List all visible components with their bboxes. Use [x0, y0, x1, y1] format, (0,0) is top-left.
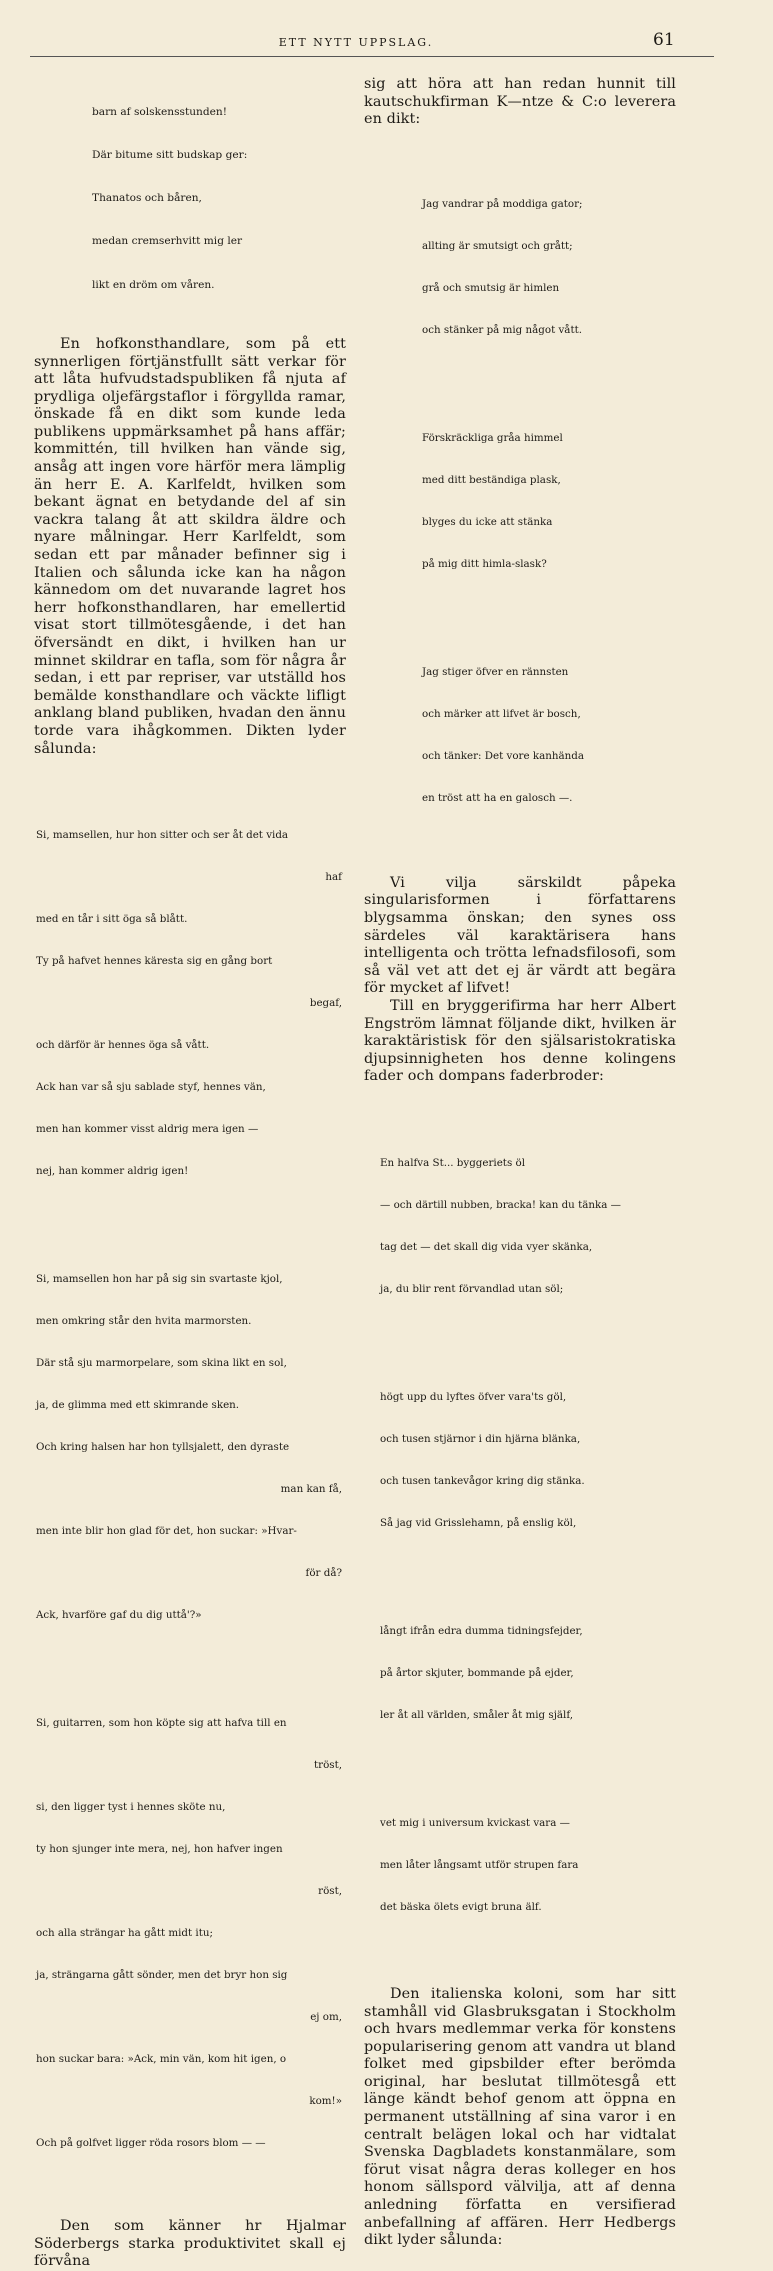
verse-line: tag det — det skall dig vida vyer skänka,	[380, 1240, 593, 1253]
verse-line: allting är smutsigt och grått;	[422, 239, 573, 252]
paragraph-karlfeldt: En hofkonsthandlare, som på ett synnerligen förtjänstfullt sätt verkar för att låta hufvudstadspubliken få njuta af prydliga oljefärgstaflor i förgyllda ramar, önskade få en dikt som kunde leda publikens uppmärksamhet på hans affär; kommittén, till hvilken han vände sig, ansåg att ingen vore härför mera lämplig än herr E. A. Karlfeldt, hvilken som bekant ägnat en betydande del af sin vackra talang åt att skildra äldre och nyare målningar. Herr Karlfeldt, som sedan ett par månader befinner sig i Italien och sålunda icke kan ha någon kännedom om det nuvarande lagret hos herr hofkonsthandlaren, har emellertid visat stort tillmötesgående, i det han öfversändt en dikt, i hvilken han ur minnet skildrar en tafla, som för några år sedan, i ett par repriser, var utställd hos bemälde konsthandlare och väckte lifligt anklang bland publiken, hvadan den ännu torde vara ihågkommen. Dikten lyder sålunda:	[34, 335, 346, 757]
verse-line: Jag vandrar på moddiga gator;	[422, 197, 583, 210]
verse-line: grå och smutsig är himlen	[422, 281, 560, 294]
verse-line: det bäska ölets evigt bruna älf.	[380, 1900, 542, 1913]
verse-line: Där stå sju marmorpelare, som skina likt en sol,	[36, 1357, 287, 1370]
verse-line: haf	[325, 871, 342, 884]
verse-line: medan cremserhvitt mig ler	[92, 235, 243, 248]
page-number: 61	[653, 30, 675, 50]
verse-line: ja, de glimma med ett skimrande sken.	[36, 1399, 240, 1412]
verse-line: Thanatos och båren,	[92, 192, 202, 205]
verse-line: och därför är hennes öga så vått.	[36, 1039, 210, 1052]
verse-line: men han kommer visst aldrig mera igen —	[36, 1123, 259, 1136]
paragraph-engstrom: Till en bryggerifirma har herr Albert Engström lämnat följande dikt, hvilken är karaktäristisk för den själsaristokratiska djupsinnigheten hos denne kolingens fader och dompans faderbroder:	[364, 997, 676, 1085]
verse-line: men låter långsamt utför strupen fara	[380, 1858, 579, 1871]
opening-verse	[92, 76, 346, 321]
verse-line: och alla strängar ha gått midt itu;	[36, 1927, 213, 1940]
verse-line: en tröst att ha en galosch —.	[422, 791, 573, 804]
verse-line: Och på golfvet ligger röda rosors blom — —	[36, 2137, 266, 2150]
verse-line: si, den ligger tyst i hennes sköte nu,	[36, 1801, 226, 1814]
verse-line: blyges du icke att stänka	[422, 515, 553, 528]
verse-line: Där bitume sitt budskap ger:	[92, 149, 248, 162]
header-rule	[30, 56, 714, 57]
verse-line: Si, mamsellen hon har på sig sin svartaste kjol,	[36, 1273, 283, 1286]
poem-karlfeldt	[36, 772, 344, 2216]
verse-line: tröst,	[314, 1759, 342, 1772]
verse-line: Si, mamsellen, hur hon sitter och ser åt det vida	[36, 829, 289, 842]
verse-line: likt en dröm om våren.	[92, 278, 215, 291]
verse-line: man kan få,	[280, 1483, 342, 1496]
right-column	[364, 76, 676, 2250]
verse-line: nej, han kommer aldrig igen!	[36, 1165, 189, 1178]
verse-line: ja, strängarna gått sönder, men det bryr hon sig	[36, 1969, 288, 1982]
verse-line: högt upp du lyftes öfver vara'ts göl,	[380, 1390, 567, 1403]
verse-line: Jag stiger öfver en rännsten	[422, 665, 569, 678]
verse-line: vet mig i universum kvickast vara —	[380, 1816, 570, 1829]
verse-line: och tusen stjärnor i din hjärna blänka,	[380, 1432, 581, 1445]
verse-line: röst,	[318, 1885, 342, 1898]
verse-line: på mig ditt himla-slask?	[422, 557, 547, 570]
paragraph-singularis: Vi vilja särskildt påpeka singularisformen i författarens blygsamma önskan; den synes oss särdeles väl karaktärisera hans intelligenta och trötta lefnadsfilosofi, som så väl vet att det ej är värdt att begära för mycket af lifvet!	[364, 874, 676, 997]
verse-line: Si, guitarren, som hon köpte sig att hafva till en	[36, 1717, 287, 1730]
verse-line: Ack, hvarföre gaf du dig uttå'?»	[36, 1609, 202, 1622]
verse-line: Ty på hafvet hennes käresta sig en gång bort	[36, 955, 273, 968]
verse-line: ler åt all världen, småler åt mig själf,	[380, 1708, 574, 1721]
paragraph-soderberg: Den som känner hr Hjalmar Söderbergs starka produktivitet skall ej förvåna	[34, 2218, 346, 2270]
verse-line: med ditt beständiga plask,	[422, 473, 561, 486]
verse-line: kom!»	[309, 2095, 342, 2108]
poem-soderberg	[422, 141, 676, 871]
verse-line: och märker att lifvet är bosch,	[422, 707, 581, 720]
verse-line: Så jag vid Grisslehamn, på enslig köl,	[380, 1516, 577, 1529]
verse-line: och tusen tankevågor kring dig stänka.	[380, 1474, 585, 1487]
verse-line: ty hon sjunger inte mera, nej, hon hafver ingen	[36, 1843, 283, 1856]
verse-line: hon suckar bara: »Ack, min vän, kom hit igen, o	[36, 2053, 287, 2066]
running-head: ETT NYTT UPPSLAG.	[278, 36, 434, 49]
verse-line: och tänker: Det vore kanhända	[422, 749, 584, 762]
paragraph-kautschuk: sig att höra att han redan hunnit till kautschukfirman K—ntze & C:o leverera en dikt:	[364, 76, 676, 128]
verse-line: för då?	[305, 1567, 342, 1580]
verse-line: men inte blir hon glad för det, hon suckar: »Hvar-	[36, 1525, 297, 1538]
verse-line: En halfva St... byggeriets öl	[380, 1156, 525, 1169]
verse-line: barn af solskensstunden!	[92, 105, 228, 118]
verse-line: ej om,	[310, 2011, 342, 2024]
verse-line: men omkring står den hvita marmorsten.	[36, 1315, 252, 1328]
verse-line: Och kring halsen har hon tyllsjalett, den dyraste	[36, 1441, 290, 1454]
verse-line: begaf,	[309, 997, 342, 1010]
left-column	[34, 76, 346, 2271]
verse-line: — och därtill nubben, bracka! kan du tänka —	[380, 1198, 621, 1211]
verse-line: Ack han var så sju sablade styf, hennes vän,	[36, 1081, 266, 1094]
verse-line: och stänker på mig något vått.	[422, 323, 582, 336]
verse-line: Förskräckliga gråa himmel	[422, 431, 563, 444]
verse-line: på årtor skjuter, bommande på ejder,	[380, 1666, 574, 1679]
verse-line: ja, du blir rent förvandlad utan söl;	[380, 1282, 564, 1295]
poem-engstrom	[380, 1100, 676, 1980]
paragraph-italienska: Den italienska koloni, som har sitt stamhåll vid Glasbruksgatan i Stockholm och hvars medlemmar verka för konstens popularisering genom att vandra ut bland folket med gipsbilder efter berömda original, har beslutat tillmötesgå ett länge kändt behof genom att öppna en permanent utställning af sina varor i en centralt belägen lokal och har vidtalat Svenska Dagbladets konstanmälare, som förut visat några deras kolleger en hos honom sällspord välvilja, att af denna anledning författa en versifierad anbefallning af affären. Herr Hedbergs dikt lyder sålunda:	[364, 1985, 676, 2249]
verse-line: med en tår i sitt öga så blått.	[36, 913, 188, 926]
verse-line: långt ifrån edra dumma tidningsfejder,	[380, 1624, 583, 1637]
